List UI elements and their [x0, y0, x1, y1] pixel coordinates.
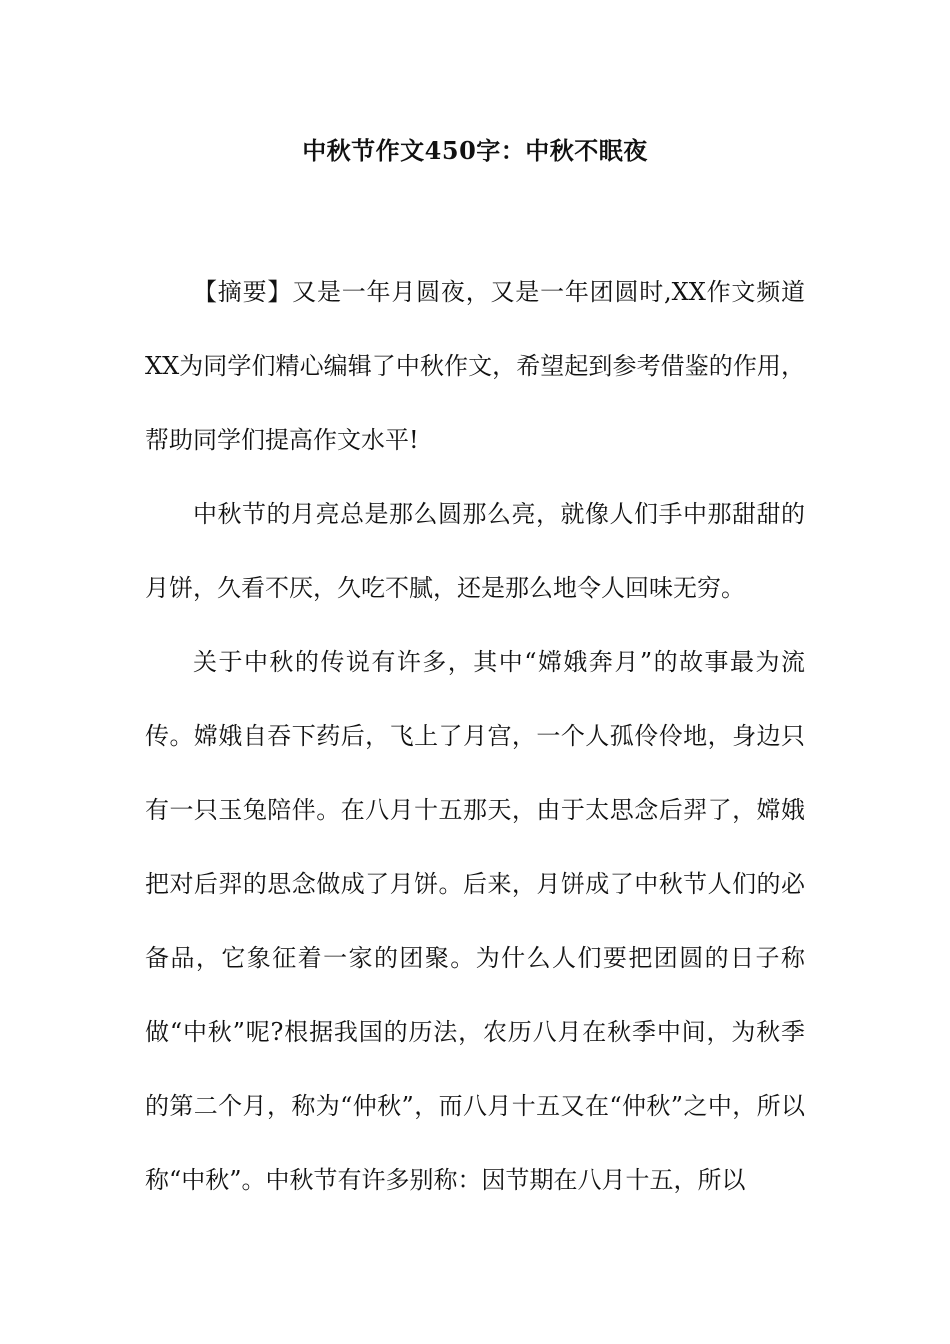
paragraph-moon: 中秋节的月亮总是那么圆那么亮，就像人们手中那甜甜的月饼，久看不厌，久吃不腻，还是那么地令人回味无穷。	[145, 500, 805, 602]
document-body	[145, 255, 805, 1217]
paragraph-legend: 关于中秋的传说有许多，其中“嫦娥奔月”的故事最为流传。嫦娥自吞下药后，飞上了月宫，一个人孤伶伶地，身边只有一只玉兔陪伴。在八月十五那天，由于太思念后羿了，嫦娥把对后羿的思念做成了月饼。后来，月饼成了中秋节人们的必备品，它象征着一家的团聚。为什么人们要把团圆的日子称做“中秋”呢?根据我国的历法，农历八月在秋季中间，为秋季的第二个月，称为“仲秋”，而八月十五又在“仲秋”之中，所以称“中秋”。中秋节有许多别称：因节期在八月十五，所以	[145, 648, 805, 1194]
document-title: 中秋节作文450字：中秋不眠夜	[302, 136, 648, 165]
paragraph-summary: 【摘要】又是一年月圆夜，又是一年团圆时,XX作文频道XX为同学们精心编辑了中秋作文，希望起到参考借鉴的作用，帮助同学们提高作文水平!	[145, 278, 805, 454]
